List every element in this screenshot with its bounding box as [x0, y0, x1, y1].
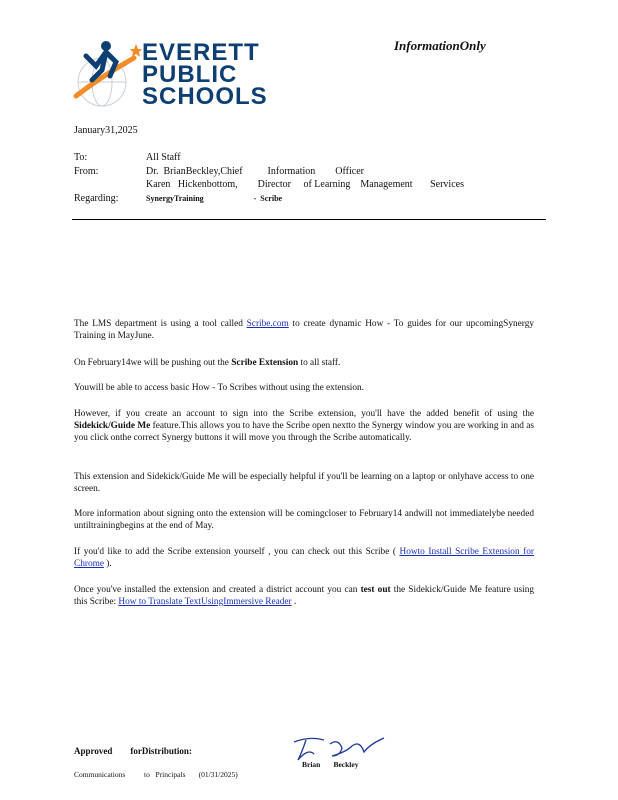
approved-for-distribution: Approved forDistribution: [74, 746, 192, 756]
from-value-1: Dr. BrianBeckley,Chief Information Officer [146, 166, 364, 177]
communications-line: Communications to Principals (01/31/2025) [74, 770, 238, 779]
from-label: From: [74, 166, 99, 177]
paragraph-8: Once you've installed the extension and created a district account you can test out the Sidekick/Guide Me feature using this Scribe: How to Translate TextUsingImmersive Reader . [74, 585, 535, 607]
to-label: To: [74, 152, 88, 163]
district-logo [72, 36, 268, 112]
immersive-reader-link[interactable]: How to Translate TextUsingImmersive Reader [118, 597, 292, 607]
regarding-label: Regarding: [74, 193, 119, 204]
logo-wordmark: EVERETT PUBLIC SCHOOLS [142, 39, 268, 110]
scribe-link[interactable]: Scribe.com [246, 319, 289, 329]
paragraph-3: Youwill be able to access basic How - To Scribes without using the extension. [74, 383, 365, 393]
logo-emblem-icon [72, 36, 142, 112]
paragraph-5: This extension and Sidekick/Guide Me will be especially helpful if you'll be learning on a laptop or onlyhave access to one screen. [74, 472, 534, 494]
paragraph-6: More information about signing onto the extension will be comingcloser to February14 andwill not immediatelybe needed untiltrainingbegins at the end of May. [74, 509, 534, 531]
paragraph-1: The LMS department is using a tool called Scribe.com to create dynamic How - To guides for our upcomingSynergy Training in MayJune. [74, 319, 534, 341]
install-scribe-link[interactable]: Howto Install Scribe Extension for Chrome [74, 547, 534, 569]
signature-name: Brian Beckley [302, 760, 359, 769]
header-divider [72, 219, 546, 220]
information-only-label: InformationOnly [394, 38, 486, 53]
memo-date: January31,2025 [74, 125, 138, 136]
paragraph-7: If you'd like to add the Scribe extension yourself , you can check out this Scribe ( Howto Install Scribe Extension for Chrome ). [74, 547, 534, 569]
paragraph-2: On February14we will be pushing out the Scribe Extension to all staff. [74, 358, 341, 368]
regarding-value: SynergyTraining - Scribe [146, 194, 283, 203]
paragraph-4: However, if you create an account to sign into the Scribe extension, you'll have the added benefit of using the Sidekick/Guide Me feature.This allows you to have the Scribe open nextto the Synergy window you are working in and as you click onthe correct Synergy buttons it will move you through the Scribe automatically. [74, 409, 535, 443]
from-value-2: Karen Hickenbottom, Director of Learning Management Services [146, 179, 464, 190]
to-value: All Staff [146, 152, 181, 163]
